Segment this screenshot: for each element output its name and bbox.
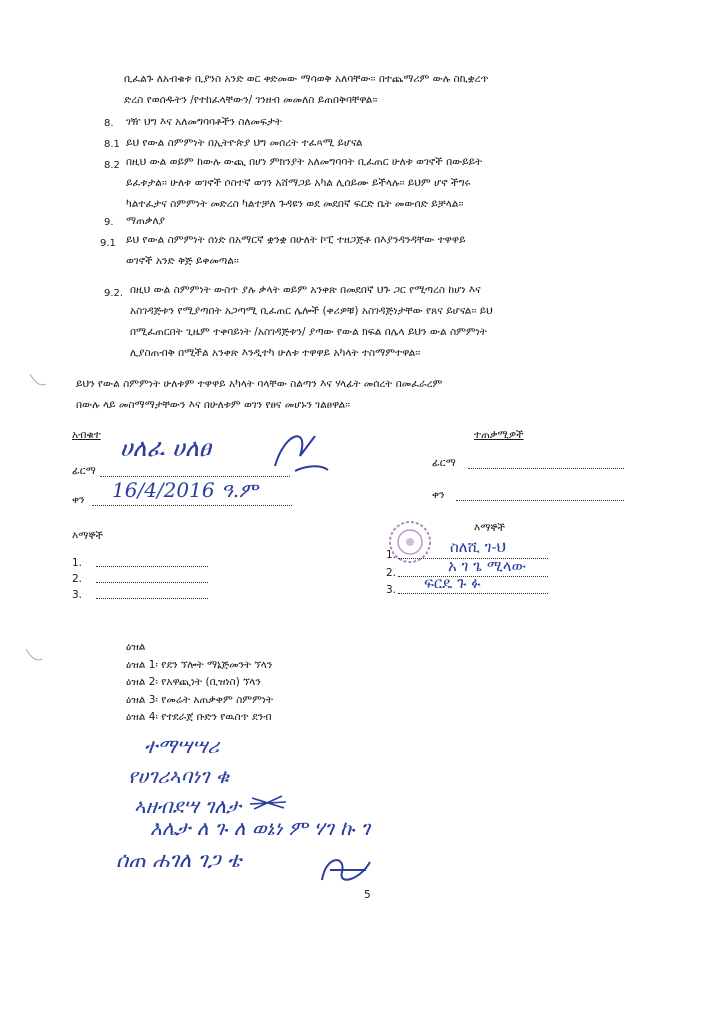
right-party-heading: ተጠቃሚዎች xyxy=(474,429,524,441)
section-9-2-line: አስገዳጅቱን የሚያጣበት አጋጣሚ ቢፈጠር ሌሎች (ቀሪዎቹ) አስገዳጅነታቸው የጸና ይሆናል፡፡ ይህ xyxy=(130,305,493,317)
section-9-2-number: 9.2. xyxy=(104,288,124,299)
right-witness-2-handwriting: አ ገ ጌ ሚላው xyxy=(448,557,527,575)
signature-mark-icon xyxy=(316,850,376,890)
annex-item: ዕዝል 2፡ የአዋጪነት (ቢዝነስ) ኘላን xyxy=(126,676,261,688)
scribble-strike-icon xyxy=(248,792,288,814)
annex-list xyxy=(126,639,273,727)
section-9-2-text xyxy=(130,280,493,364)
section-8-2-number: 8.2 xyxy=(104,160,120,171)
annex-item: ዕዝል 4፡ የተደራጀ ቡድን የዉስጥ ደንብ xyxy=(126,711,272,723)
left-witness-2-number: 2. xyxy=(72,573,83,585)
left-date-handwriting: 16/4/2016 ዓ.ም xyxy=(112,478,258,502)
handwritten-note-3: ኣዘብደሣ ገለታ xyxy=(134,794,241,818)
section-8-number: 8. xyxy=(104,118,114,129)
section-9-2-line: በዚህ ውል ስምምነት ውስጥ ያሉ ቃላት ወይም አንቀጽ በመደበኛ ህጉ ጋር የሚጣረስ ከሆነ እና xyxy=(130,284,481,296)
section-8-1-number: 8.1 xyxy=(104,139,120,150)
handwritten-note-4: እሌታ ለ ጉ ለ ወኔነ ም ሃገ ኩ ገ xyxy=(150,816,370,840)
section-8-2-line: በዚህ ውል ወይም ከውሉ ውጪ በሆነ ምክንያት አለመግባባት ቢፈጠር ሁለቱ ወገኖች በውይይት xyxy=(126,156,483,168)
section-9-2-line: በሚፈጠርበት ጊዜም ተቀባይነት /አስገዳጅቱን/ ያጣው የውል ክፍል በሌላ ይህን ውል ስምምነት xyxy=(130,326,488,338)
scan-mark-icon xyxy=(24,645,44,665)
closing-line: በውሉ ላይ መስማማታቸውን እና በሁለቱም ወገን የፀና መሆኑን ገልፀዋል፡፡ xyxy=(76,399,351,411)
section-9-1-text xyxy=(126,230,466,272)
right-witness-1-number: 1. xyxy=(386,549,397,561)
handwritten-note-5: ሰጠ ሐገለ ገጋ ቴ xyxy=(116,848,242,872)
annex-item: ዕዝል 3፡ የመሬት አጠቃቀም ስምምነት xyxy=(126,693,274,706)
page-number: 5 xyxy=(364,889,371,901)
right-witness-1-handwriting: ስለሺ ገ-ህ xyxy=(450,538,506,556)
right-witness-3-line xyxy=(398,593,548,594)
section-9-number: 9. xyxy=(104,217,114,228)
section-9-1-line: ወገኖች አንድ ቅጅ ይቀመጣል፡፡ xyxy=(126,255,239,267)
right-sign-line xyxy=(468,468,624,469)
left-witness-2-line xyxy=(96,582,208,583)
intro-paragraph xyxy=(124,69,489,111)
right-witness-heading: እማኞች xyxy=(474,522,506,534)
section-9-title: ማጠቃለያ xyxy=(126,215,166,227)
annex-item: ዕዝል 1፡ የደን ኘሎት ማኔጅመንት ኘላን xyxy=(126,658,273,671)
handwritten-note-1: ተማሣሣሪ xyxy=(144,734,220,758)
closing-line: ይህን የውል ስምምነት ሁለቱም ተዋዋይ አካላት ባላቸው ስልጣን እና ሃላፊት መሰረት በመፈራረም xyxy=(76,378,443,390)
section-8-2-line: ካልተፈታና ስምምነት መድረስ ካልተቻለ ጉዳዩን ወደ መደበኛ ፍርድ ቤት መውሰድ ይቻላል፡፡ xyxy=(126,198,464,210)
section-9-1-line: ይህ የውል ስምምነት ሰነድ በአማርኛ ቋንቋ በሁለት ኮፒ ተዘጋጅቶ በእያንዳንዳቸው ተዋዋይ xyxy=(126,234,466,246)
left-witness-1-number: 1. xyxy=(72,557,83,569)
section-8-2-line: ይፈቱታል፡፡ ሁለቱ ወገኖች ሶስተኛ ወገን አሸማጋይ አካል ሊሰይሙ ይችላሉ፡፡ ይህም ሆኖ ችግሩ xyxy=(126,177,471,189)
right-witness-3-handwriting: ፍርዴ ጉ ፉ xyxy=(424,574,481,592)
left-witness-3-line xyxy=(96,598,208,599)
annex-heading: ዕዝል xyxy=(126,641,146,653)
left-sign-label: ፊርማ xyxy=(72,465,96,477)
closing-paragraph xyxy=(76,374,442,416)
right-witness-3-number: 3. xyxy=(386,584,397,596)
left-witness-heading: እማኞች xyxy=(72,530,104,542)
left-party-heading: አብቁተ xyxy=(72,429,101,441)
left-date-line xyxy=(92,505,292,506)
left-witness-1-line xyxy=(96,566,208,567)
intro-line-2: ድረስ የወሰዱትን /የተከፈላቸውን/ ገንዘብ መመለስ ይጠበቅባቸዋል፡፡ xyxy=(124,94,378,106)
section-8-title: ገዥ ህግ እና አለመግባባቶችን ስለመፍታት xyxy=(126,116,282,128)
right-witness-2-number: 2. xyxy=(386,567,397,579)
left-signature-handwriting: ሀለፈ ሀለፀ xyxy=(120,434,211,462)
left-witness-3-number: 3. xyxy=(72,589,83,601)
left-sign-line xyxy=(100,476,290,477)
section-9-2-line: ሊያስጠብቅ በሚችል አንቀጽ እንዲተካ ሁለቱ ተዋዋይ አካላት ተስማምተዋል፡፡ xyxy=(130,347,421,359)
handwritten-note-2: የሀገሪኣባነገ ቁ xyxy=(128,764,230,788)
intro-line-1: ቢፈልጉ ለአብቁቱ ቢያንስ አንድ ወር ቀድመው ማሳወቅ አለባቸው፡፡ በተጨማሪም ውሉ ስኪቋረጥ xyxy=(124,73,489,85)
section-8-1-text: ይህ የውል ስምምነት በኢትዮጵያ ህግ መሰረት ተፈጻሚ ይሆናል xyxy=(126,137,363,149)
left-date-label: ቀን xyxy=(72,494,85,506)
section-8-2-text xyxy=(126,152,482,215)
right-date-line xyxy=(456,500,624,501)
right-date-label: ቀን xyxy=(432,489,445,501)
scan-mark-icon xyxy=(28,370,48,390)
right-sign-label: ፊርማ xyxy=(432,457,456,469)
section-9-1-number: 9.1 xyxy=(100,238,116,249)
signature-flourish-icon xyxy=(270,426,330,478)
